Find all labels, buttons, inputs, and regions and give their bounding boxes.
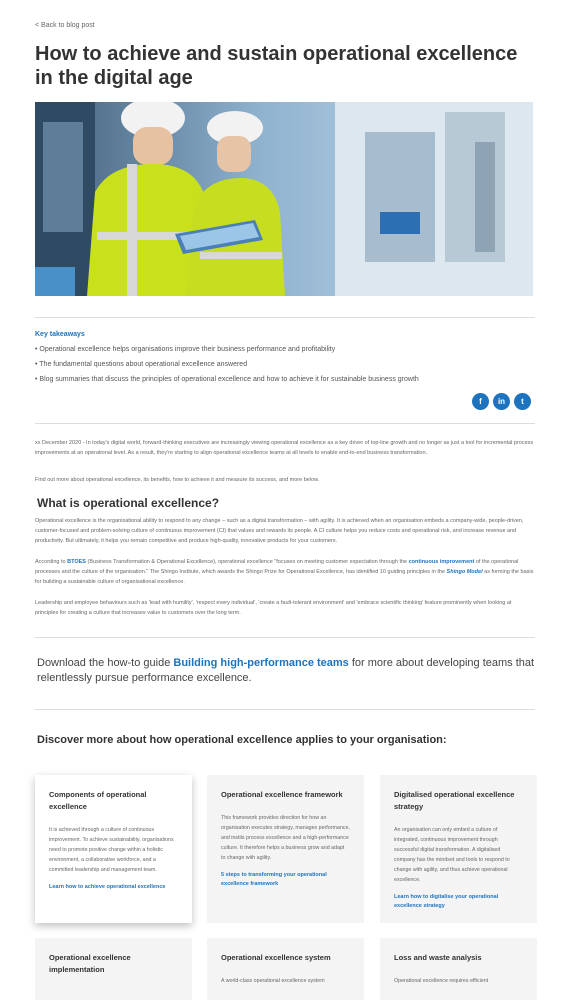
- download-cta: Download the how-to guide Building high-performance teams for more about developing teams that relentlessly pursue performance excellence.: [37, 657, 535, 684]
- card-title: Operational excellence framework: [221, 790, 343, 799]
- divider: [35, 317, 535, 318]
- card-text: An organisation can only embed a culture of integrated, continuous improvement through successful digital transformation. A digitalised company has the mindset and tools to respond to change with agility, and thus achieve operational excellence.: [394, 827, 510, 883]
- facebook-icon[interactable]: f: [472, 393, 489, 410]
- card-components[interactable]: [35, 775, 192, 923]
- list-item: • Blog summaries that discuss the principles of operational excellence and how to achieve it for sustainable business growth: [35, 374, 419, 389]
- card-link[interactable]: Learn how to achieve operational excellence: [49, 884, 166, 890]
- divider: [35, 637, 535, 638]
- card-text: This framework provides direction for how an organisation executes strategy, manages performance, and instils process excellence and a high-performance culture. It therefore helps a business grow and adapt to change with agility.: [221, 815, 350, 861]
- divider: [35, 423, 535, 424]
- btoes-link[interactable]: BTOES: [67, 559, 86, 565]
- discover-heading: Discover more about how operational excellence applies to your organisation:: [37, 734, 447, 746]
- card-text: It is achieved through a culture of continuous improvement. To achieve sustainability, organisations need to promote positive change within a holistic environment, a collaborative workforce, and a committed leadership and management team.: [49, 827, 174, 873]
- card-text: Operational excellence requires efficient: [394, 978, 489, 984]
- card-text: A world-class operational excellence system: [221, 978, 325, 984]
- back-to-blog-link[interactable]: < Back to blog post: [35, 22, 95, 29]
- card-link[interactable]: 5 steps to transforming your operational excellence framework: [221, 872, 327, 887]
- linkedin-icon[interactable]: in: [493, 393, 510, 410]
- card-loss-waste[interactable]: [380, 938, 537, 1000]
- card-implementation[interactable]: [35, 938, 192, 1000]
- card-title: Operational excellence system: [221, 953, 331, 962]
- card-title: Operational excellence implementation: [49, 953, 131, 974]
- card-framework[interactable]: [207, 775, 364, 923]
- card-link[interactable]: Learn how to digitalise your operational excellence strategy: [394, 894, 499, 909]
- key-takeaways-heading: Key takeaways: [35, 331, 85, 338]
- intro-paragraph: xx December 2020 - In today's digital world, forward-thinking executives are increasingly viewing operational excellence as a key driver of top-line growth and no longer as just a tool for incremental process improvements at an operational level. As a result, they're starting to align operational excellence teams at all levels to enable end-to-end business transformation.: [35, 440, 534, 456]
- intro-paragraph: Find out more about operational excellence, its benefits, how to achieve it and measure its success, and more below.: [35, 477, 320, 483]
- page-title: How to achieve and sustain operational excellence in the digital age: [35, 43, 518, 89]
- key-takeaways-list: [35, 344, 419, 389]
- card-digitalised[interactable]: [380, 775, 537, 923]
- guide-link[interactable]: Building high-performance teams: [173, 657, 349, 669]
- continuous-improvement-link[interactable]: continuous improvement: [408, 559, 475, 565]
- card-title: Digitalised operational excellence strategy: [394, 790, 515, 811]
- section-paragraph: Leadership and employee behaviours such as 'lead with humility', 'respect every individual', 'create a fault-tolerant environment' and 'embrace scientific thinking' feature prominently when looking at principles for creating a culture that increases value to customers over the long term.: [35, 600, 512, 616]
- card-title: Loss and waste analysis: [394, 953, 482, 962]
- section-paragraph: According to BTOES (Business Transformation & Operational Excellence), operational excellence "focuses on meeting customer expectation through the continuous improvement of the operational processes and the culture of the organisation." The Shingo Institute, which awards the Shingo Prize for Operational Excellence, has identified 10 guiding principles in the Shingo Model as forming the basis for building a sustainable culture of organisational excellence.: [35, 559, 534, 585]
- list-item: • The fundamental questions about operational excellence answered: [35, 359, 419, 374]
- shingo-model-link[interactable]: Shingo Model: [446, 569, 483, 575]
- card-title: Components of operational excellence: [49, 790, 147, 811]
- list-item: • Operational excellence helps organisations improve their business performance and profitability: [35, 344, 419, 359]
- divider: [35, 709, 535, 710]
- section-paragraph: Operational excellence is the organisational ability to respond to any change – such as a digital transformation – with agility. It is achieved when an organisation embeds a company-wide, people-driven, customer-focused and problem-solving culture of continuous improvement (CI) that values and rewards its people. A CI culture helps you reduce costs and operational risk, and increase revenue and productivity. But ultimately, it helps you remain competitive and produce high-quality, innovative products for your customers.: [35, 518, 524, 544]
- twitter-icon[interactable]: t: [514, 393, 531, 410]
- card-system[interactable]: [207, 938, 364, 1000]
- section-heading: What is operational excellence?: [37, 496, 220, 510]
- hero-image: [35, 102, 533, 296]
